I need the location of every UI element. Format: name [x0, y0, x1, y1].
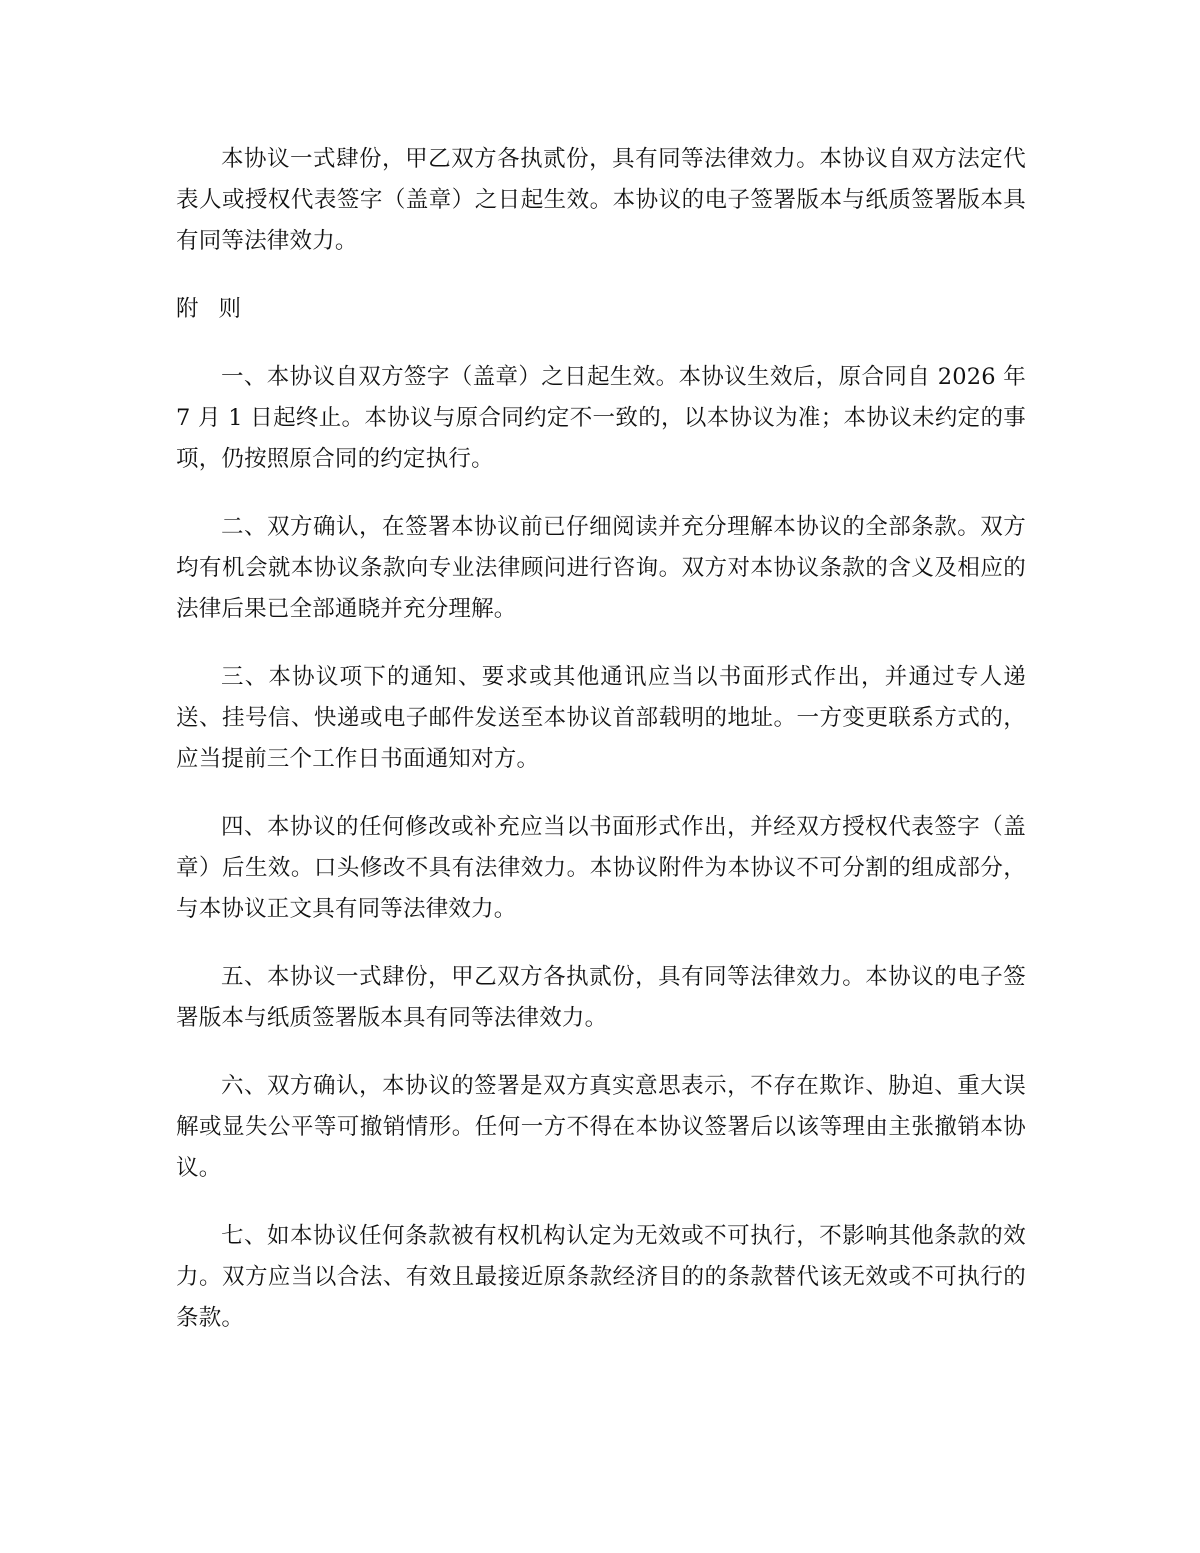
clause-6: 六、双方确认，本协议的签署是双方真实意思表示，不存在欺诈、胁迫、重大误解或显失公平等可撤销情形。任何一方不得在本协议签署后以该等理由主张撤销本协议。	[176, 1073, 1026, 1181]
section-heading-part1: 附	[176, 296, 199, 322]
clause-3: 三、本协议项下的通知、要求或其他通讯应当以书面形式作出，并通过专人递送、挂号信、快递或电子邮件发送至本协议首部载明的地址。一方变更联系方式的，应当提前三个工作日书面通知对方。	[176, 664, 1026, 772]
document-page	[176, 139, 1026, 1339]
clause-2: 二、双方确认，在签署本协议前已仔细阅读并充分理解本协议的全部条款。双方均有机会就本协议条款向专业法律顾问进行咨询。双方对本协议条款的含义及相应的法律后果已全部通晓并充分理解。	[176, 514, 1026, 622]
clause-7: 七、如本协议任何条款被有权机构认定为无效或不可执行，不影响其他条款的效力。双方应当以合法、有效且最接近原条款经济目的的条款替代该无效或不可执行的条款。	[176, 1223, 1026, 1331]
clause-1: 一、本协议自双方签字（盖章）之日起生效。本协议生效后，原合同自 2026 年 7 月 1 日起终止。本协议与原合同约定不一致的，以本协议为准；本协议未约定的事项，仍按照原合同的约定执行。	[176, 364, 1026, 472]
section-heading	[176, 289, 1026, 330]
section-heading-part2: 则	[218, 296, 242, 322]
clause-5: 五、本协议一式肆份，甲乙双方各执贰份，具有同等法律效力。本协议的电子签署版本与纸质签署版本具有同等法律效力。	[176, 964, 1026, 1031]
intro-paragraph: 本协议一式肆份，甲乙双方各执贰份，具有同等法律效力。本协议自双方法定代表人或授权代表签字（盖章）之日起生效。本协议的电子签署版本与纸质签署版本具有同等法律效力。	[176, 146, 1026, 254]
clause-4: 四、本协议的任何修改或补充应当以书面形式作出，并经双方授权代表签字（盖章）后生效。口头修改不具有法律效力。本协议附件为本协议不可分割的组成部分，与本协议正文具有同等法律效力。	[176, 814, 1026, 922]
